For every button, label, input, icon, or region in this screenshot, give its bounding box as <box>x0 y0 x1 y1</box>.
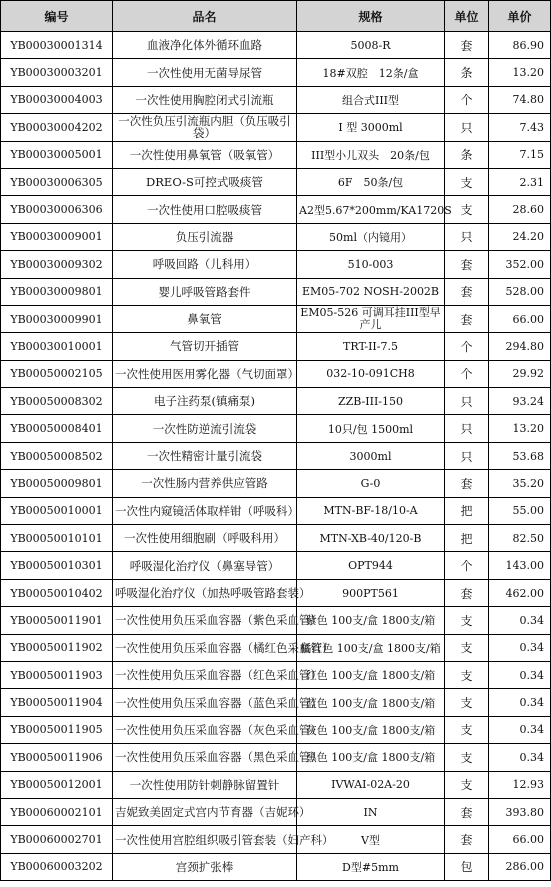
cell-code: YB00030009302 <box>1 251 113 278</box>
cell-name: 血液净化体外循环血路 <box>113 32 297 59</box>
table-row <box>1 826 551 853</box>
cell-name: 鼻氧管 <box>113 305 297 332</box>
cell-name: 呼吸湿化治疗仪（加热呼吸管路套装） <box>113 579 297 606</box>
cell-price: 393.80 <box>489 798 551 825</box>
cell-spec: I 型 3000ml <box>297 114 445 141</box>
cell-code: YB00050011906 <box>1 744 113 771</box>
table-row <box>1 415 551 442</box>
cell-spec: III型小儿双头 20条/包 <box>297 141 445 168</box>
cell-spec: 510-003 <box>297 251 445 278</box>
cell-code: YB00030009801 <box>1 278 113 305</box>
cell-price: 0.34 <box>489 689 551 716</box>
cell-code: YB00030004003 <box>1 86 113 113</box>
cell-unit: 套 <box>445 305 489 332</box>
cell-price: 74.80 <box>489 86 551 113</box>
table-row <box>1 333 551 360</box>
cell-price: 0.34 <box>489 716 551 743</box>
cell-unit: 支 <box>445 661 489 688</box>
cell-price: 143.00 <box>489 552 551 579</box>
cell-code: YB00030006306 <box>1 196 113 223</box>
cell-spec: EM05-702 NOSH-2002B <box>297 278 445 305</box>
table-row <box>1 552 551 579</box>
table-row <box>1 689 551 716</box>
cell-code: YB00050010001 <box>1 497 113 524</box>
header-price: 单价 <box>489 1 551 32</box>
cell-name: 一次性内窥镜活体取样钳（呼吸科） <box>113 497 297 524</box>
cell-code: YB00060002701 <box>1 826 113 853</box>
cell-spec: A2型5.67*200mm/KA1720S <box>297 196 445 223</box>
table-row <box>1 525 551 552</box>
cell-name: 一次性使用宫腔组织吸引管套装（妇产科） <box>113 826 297 853</box>
cell-name: 一次性使用口腔吸痰管 <box>113 196 297 223</box>
cell-code: YB00050011902 <box>1 634 113 661</box>
cell-spec: 900PT561 <box>297 579 445 606</box>
cell-code: YB00050010101 <box>1 525 113 552</box>
cell-price: 66.00 <box>489 305 551 332</box>
cell-unit: 支 <box>445 744 489 771</box>
cell-unit: 套 <box>445 251 489 278</box>
table-row <box>1 114 551 141</box>
cell-code: YB00050002105 <box>1 360 113 387</box>
cell-price: 7.15 <box>489 141 551 168</box>
cell-price: 35.20 <box>489 470 551 497</box>
cell-price: 352.00 <box>489 251 551 278</box>
cell-code: YB00030006305 <box>1 168 113 195</box>
cell-unit: 套 <box>445 579 489 606</box>
cell-code: YB00030010001 <box>1 333 113 360</box>
cell-name: 电子注药泵(镇痛泵) <box>113 388 297 415</box>
cell-name: 一次性使用负压采血容器（红色采血管） <box>113 661 297 688</box>
cell-name: 一次性负压引流瓶内胆（负压吸引袋） <box>113 114 297 141</box>
cell-name: 一次性使用负压采血容器（紫色采血管） <box>113 607 297 634</box>
cell-code: YB00050011904 <box>1 689 113 716</box>
cell-unit: 套 <box>445 798 489 825</box>
cell-price: 53.68 <box>489 442 551 469</box>
cell-unit: 只 <box>445 388 489 415</box>
cell-price: 0.34 <box>489 607 551 634</box>
cell-unit: 个 <box>445 360 489 387</box>
cell-name: 一次性肠内营养供应管路 <box>113 470 297 497</box>
cell-price: 528.00 <box>489 278 551 305</box>
cell-spec: MTN-BF-18/10-A <box>297 497 445 524</box>
cell-name: 呼吸湿化治疗仪（鼻塞导管） <box>113 552 297 579</box>
cell-name: 气管切开插管 <box>113 333 297 360</box>
cell-spec: MTN-XB-40/120-B <box>297 525 445 552</box>
cell-name: 一次性使用防针刺静脉留置针 <box>113 771 297 798</box>
cell-name: 一次性精密计量引流袋 <box>113 442 297 469</box>
cell-name: 一次性使用胸腔闭式引流瓶 <box>113 86 297 113</box>
table-row <box>1 86 551 113</box>
cell-spec: 组合式III型 <box>297 86 445 113</box>
cell-unit: 个 <box>445 86 489 113</box>
cell-spec: 紫色 100支/盒 1800支/箱 <box>297 607 445 634</box>
cell-price: 24.20 <box>489 223 551 250</box>
cell-price: 0.34 <box>489 661 551 688</box>
table-row <box>1 223 551 250</box>
cell-code: YB00030009001 <box>1 223 113 250</box>
cell-price: 93.24 <box>489 388 551 415</box>
cell-code: YB00050009801 <box>1 470 113 497</box>
table-row <box>1 442 551 469</box>
header-code: 编号 <box>1 1 113 32</box>
cell-price: 0.34 <box>489 744 551 771</box>
cell-unit: 只 <box>445 223 489 250</box>
header-name: 品名 <box>113 1 297 32</box>
cell-spec: 红色 100支/盒 1800支/箱 <box>297 661 445 688</box>
cell-unit: 支 <box>445 771 489 798</box>
cell-spec: 032-10-091CH8 <box>297 360 445 387</box>
cell-spec: G-0 <box>297 470 445 497</box>
cell-name: 一次性使用无菌导尿管 <box>113 59 297 86</box>
cell-price: 86.90 <box>489 32 551 59</box>
cell-price: 55.00 <box>489 497 551 524</box>
cell-name: 一次性使用医用雾化器（气切面罩） <box>113 360 297 387</box>
cell-name: 一次性使用鼻氧管（吸氧管） <box>113 141 297 168</box>
table-row <box>1 305 551 332</box>
cell-spec: D型#5mm <box>297 853 445 880</box>
cell-unit: 套 <box>445 826 489 853</box>
cell-price: 28.60 <box>489 196 551 223</box>
cell-name: 吉妮致美固定式宫内节育器（吉妮环） <box>113 798 297 825</box>
table-row <box>1 607 551 634</box>
cell-unit: 条 <box>445 59 489 86</box>
table-row <box>1 470 551 497</box>
table-row <box>1 661 551 688</box>
cell-name: 一次性使用负压采血容器（黑色采血管） <box>113 744 297 771</box>
cell-name: 一次性使用细胞刷（呼吸科用） <box>113 525 297 552</box>
table-row <box>1 360 551 387</box>
cell-unit: 把 <box>445 525 489 552</box>
header-row <box>1 1 551 32</box>
table-body <box>1 32 551 881</box>
cell-unit: 支 <box>445 689 489 716</box>
table-row <box>1 196 551 223</box>
cell-code: YB00050008302 <box>1 388 113 415</box>
cell-spec: EM05-526 可调耳挂III型早产儿 <box>297 305 445 332</box>
cell-price: 462.00 <box>489 579 551 606</box>
cell-unit: 支 <box>445 634 489 661</box>
cell-price: 29.92 <box>489 360 551 387</box>
cell-name: 呼吸回路（儿科用） <box>113 251 297 278</box>
table-row <box>1 716 551 743</box>
table-row <box>1 141 551 168</box>
cell-unit: 个 <box>445 333 489 360</box>
cell-name: 一次性防逆流引流袋 <box>113 415 297 442</box>
cell-unit: 支 <box>445 168 489 195</box>
cell-unit: 包 <box>445 853 489 880</box>
cell-price: 2.31 <box>489 168 551 195</box>
cell-unit: 只 <box>445 442 489 469</box>
cell-name: DREO-S可控式吸痰管 <box>113 168 297 195</box>
header-unit: 单位 <box>445 1 489 32</box>
cell-price: 66.00 <box>489 826 551 853</box>
cell-unit: 个 <box>445 552 489 579</box>
cell-price: 0.34 <box>489 634 551 661</box>
cell-code: YB00050008502 <box>1 442 113 469</box>
table-row <box>1 59 551 86</box>
cell-spec: 10只/包 1500ml <box>297 415 445 442</box>
cell-unit: 只 <box>445 114 489 141</box>
cell-name: 一次性使用负压采血容器（灰色采血管） <box>113 716 297 743</box>
cell-spec: OPT944 <box>297 552 445 579</box>
cell-code: YB00050010402 <box>1 579 113 606</box>
cell-spec: 3000ml <box>297 442 445 469</box>
cell-spec: ZZB-III-150 <box>297 388 445 415</box>
cell-code: YB00050011901 <box>1 607 113 634</box>
cell-spec: IVWAI-02A-20 <box>297 771 445 798</box>
cell-spec: 黑色 100支/盒 1800支/箱 <box>297 744 445 771</box>
cell-spec: 18#双腔 12条/盒 <box>297 59 445 86</box>
cell-price: 12.93 <box>489 771 551 798</box>
cell-unit: 条 <box>445 141 489 168</box>
cell-code: YB00060002101 <box>1 798 113 825</box>
cell-code: YB00030005001 <box>1 141 113 168</box>
cell-code: YB00050010301 <box>1 552 113 579</box>
cell-code: YB00050011903 <box>1 661 113 688</box>
cell-price: 82.50 <box>489 525 551 552</box>
cell-unit: 套 <box>445 470 489 497</box>
table-row <box>1 32 551 59</box>
cell-price: 286.00 <box>489 853 551 880</box>
table-row <box>1 798 551 825</box>
cell-spec: IN <box>297 798 445 825</box>
cell-spec: 6F 50条/包 <box>297 168 445 195</box>
table-row <box>1 388 551 415</box>
cell-unit: 支 <box>445 716 489 743</box>
cell-unit: 套 <box>445 278 489 305</box>
table-row <box>1 579 551 606</box>
cell-name: 婴儿呼吸管路套件 <box>113 278 297 305</box>
table-row <box>1 771 551 798</box>
cell-price: 13.20 <box>489 59 551 86</box>
cell-code: YB00050011905 <box>1 716 113 743</box>
cell-code: YB00030001314 <box>1 32 113 59</box>
cell-name: 一次性使用负压采血容器（蓝色采血管） <box>113 689 297 716</box>
cell-unit: 支 <box>445 607 489 634</box>
cell-name: 宫颈扩张棒 <box>113 853 297 880</box>
cell-code: YB00030004202 <box>1 114 113 141</box>
header-spec: 规格 <box>297 1 445 32</box>
cell-unit: 套 <box>445 32 489 59</box>
cell-unit: 把 <box>445 497 489 524</box>
table-row <box>1 168 551 195</box>
cell-name: 负压引流器 <box>113 223 297 250</box>
cell-price: 13.20 <box>489 415 551 442</box>
cell-code: YB00030003201 <box>1 59 113 86</box>
table-row <box>1 634 551 661</box>
table-row <box>1 278 551 305</box>
cell-name: 一次性使用负压采血容器（橘红色采血管） <box>113 634 297 661</box>
table-row <box>1 497 551 524</box>
cell-spec: 灰色 100支/盒 1800支/箱 <box>297 716 445 743</box>
cell-code: YB00030009901 <box>1 305 113 332</box>
cell-spec: 50ml（内镜用） <box>297 223 445 250</box>
cell-code: YB00050008401 <box>1 415 113 442</box>
table-row <box>1 744 551 771</box>
cell-spec: 5008-R <box>297 32 445 59</box>
cell-spec: V型 <box>297 826 445 853</box>
table-row <box>1 251 551 278</box>
cell-price: 7.43 <box>489 114 551 141</box>
cell-spec: 蓝色 100支/盒 1800支/箱 <box>297 689 445 716</box>
cell-unit: 支 <box>445 196 489 223</box>
cell-spec: 橘红色 100支/盒 1800支/箱 <box>297 634 445 661</box>
cell-spec: TRT-II-7.5 <box>297 333 445 360</box>
cell-code: YB00060003202 <box>1 853 113 880</box>
table-row <box>1 853 551 880</box>
cell-code: YB00050012001 <box>1 771 113 798</box>
cell-price: 294.80 <box>489 333 551 360</box>
cell-unit: 只 <box>445 415 489 442</box>
